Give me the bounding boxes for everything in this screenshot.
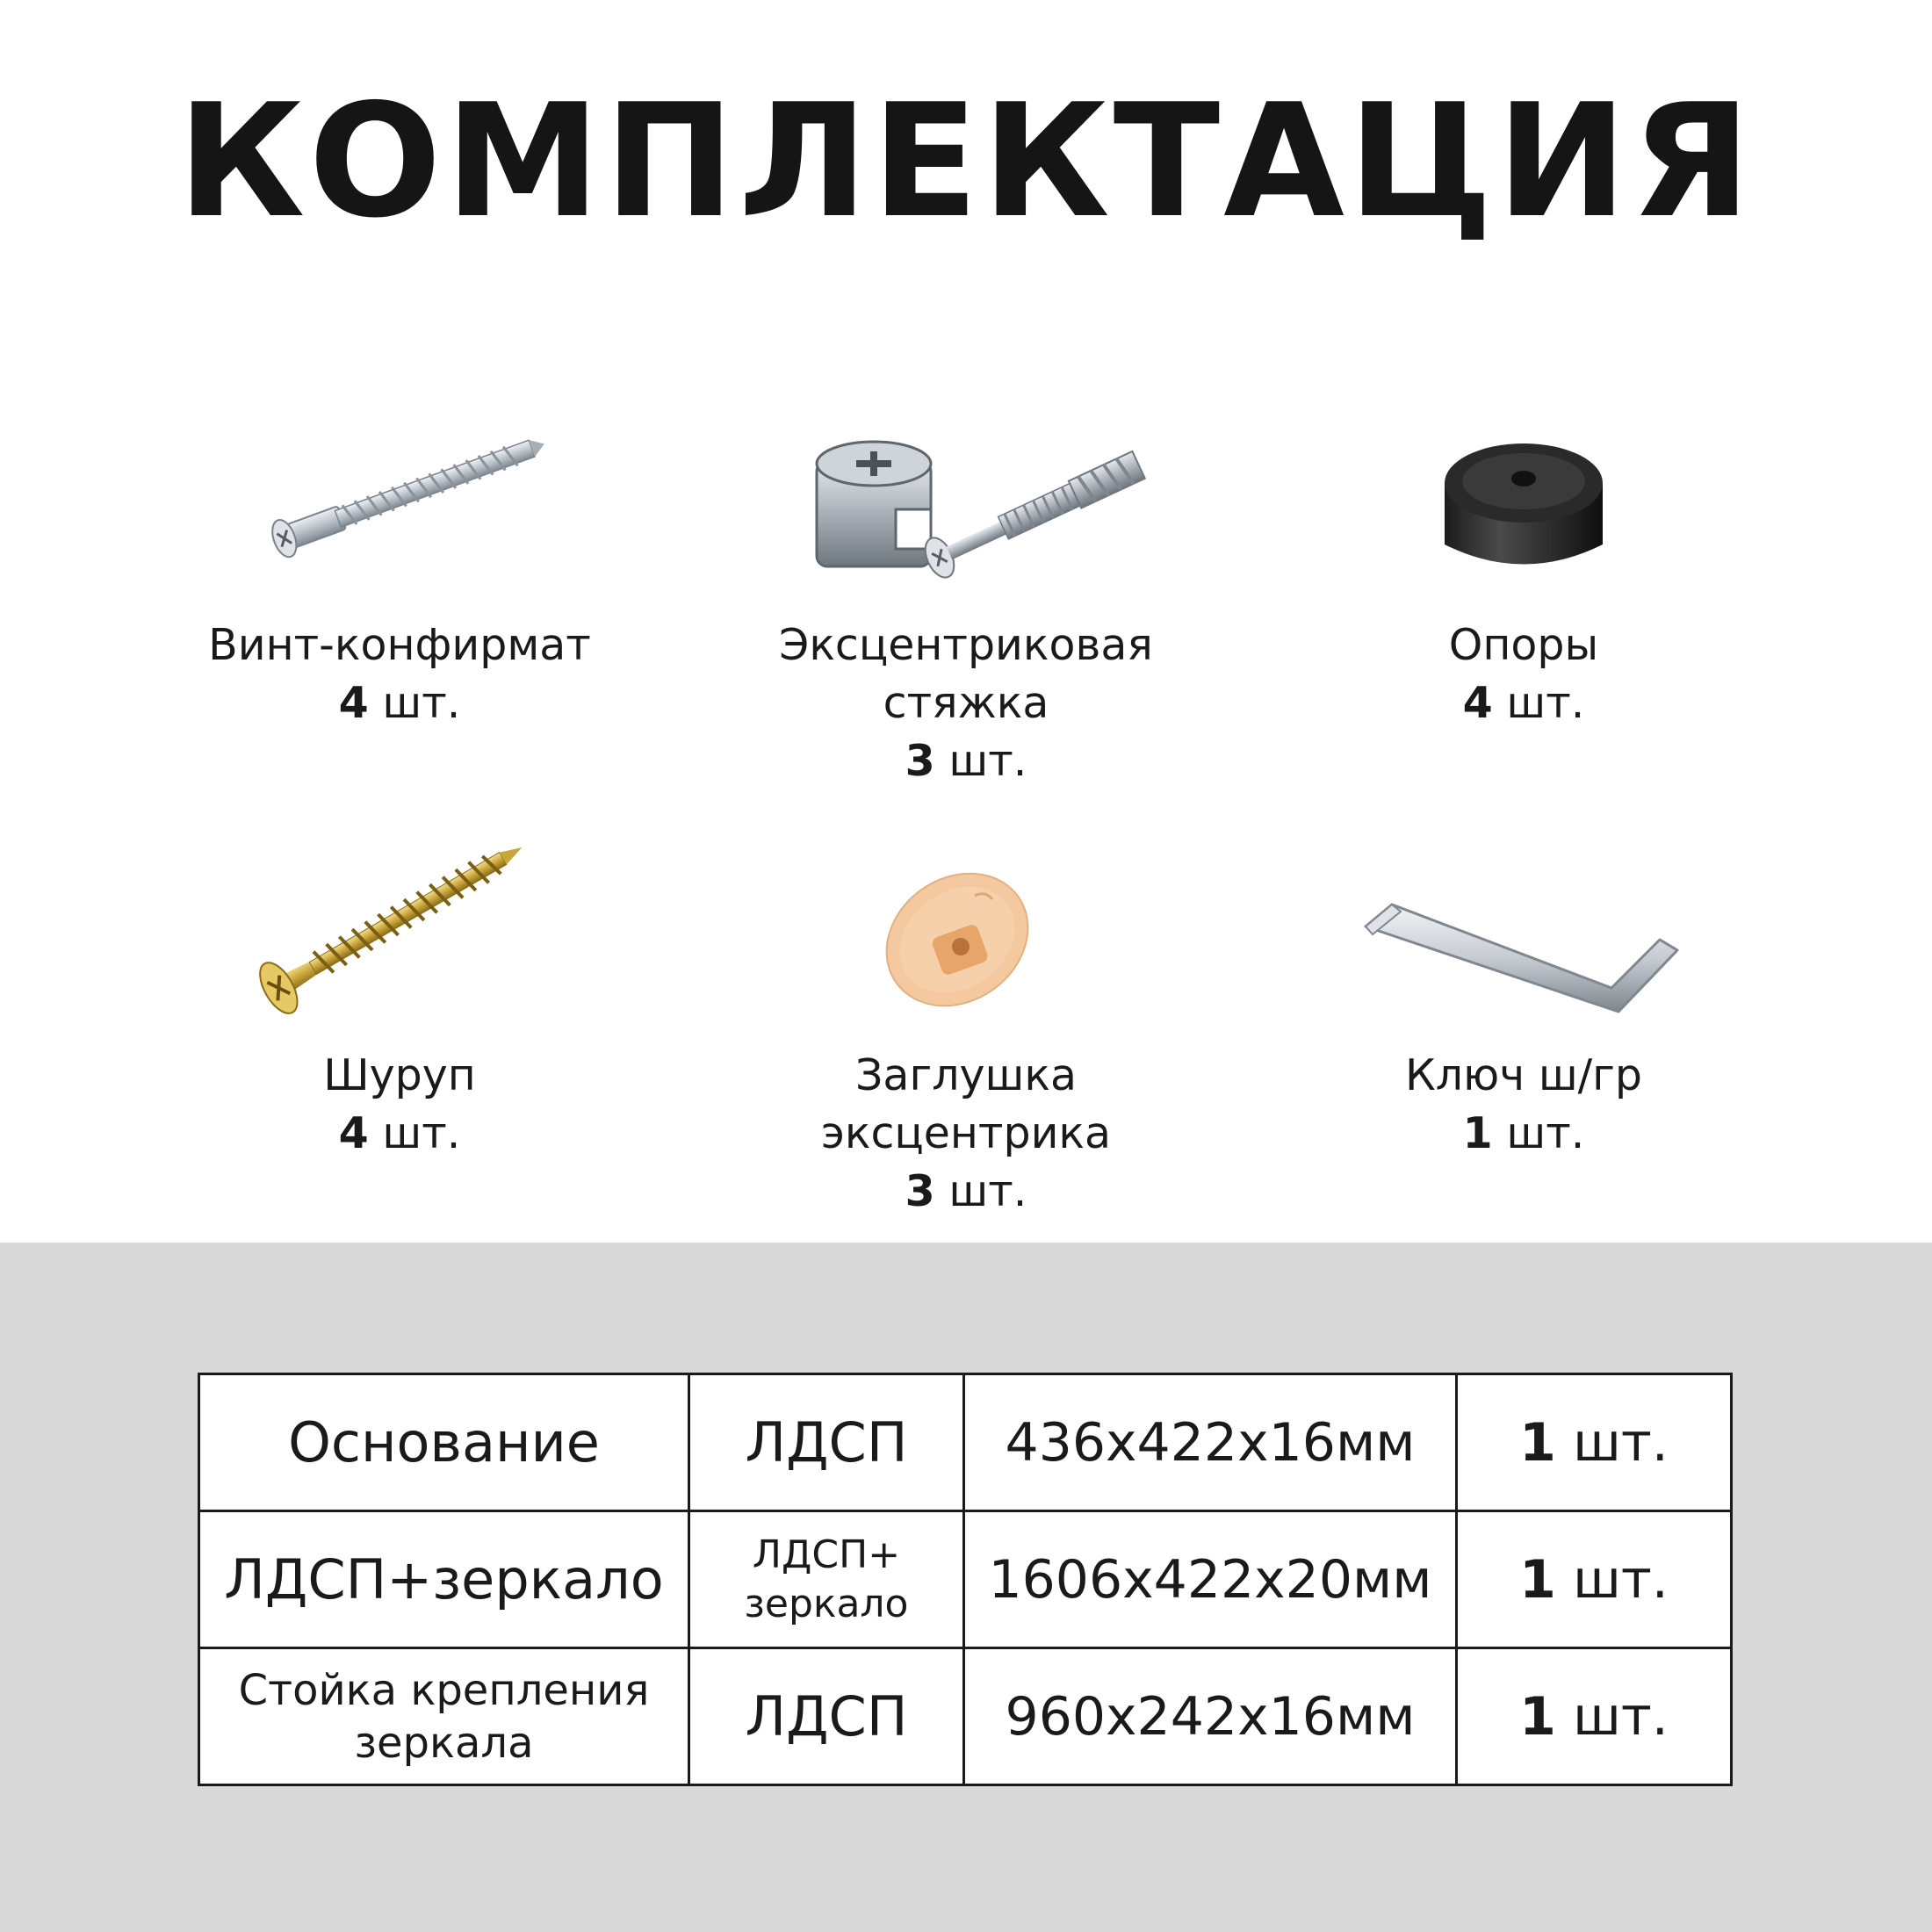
parts-table: [198, 1373, 1733, 1786]
item-label-line1: Эксцентриковая: [779, 620, 1153, 670]
count-cell: 1 шт.: [1457, 1374, 1732, 1511]
item-wood-screw: [127, 843, 672, 1163]
confirmat-screw-icon: [127, 413, 672, 615]
part-name-cell: ЛДСП+зеркало: [199, 1511, 689, 1648]
item-label-line1: Заглушка: [855, 1050, 1077, 1100]
item-quantity: 4 шт.: [338, 1108, 461, 1158]
hex-key-icon: [1251, 843, 1796, 1045]
eccentric-coupler-icon: [694, 413, 1238, 615]
material-cell: ЛДСП: [689, 1648, 964, 1785]
table-row: [199, 1511, 1732, 1648]
item-label: Винт-конфирмат: [208, 620, 591, 670]
item-quantity: 3 шт.: [905, 736, 1027, 786]
item-label: Опоры: [1448, 620, 1599, 670]
size-cell: 960х242х16мм: [964, 1648, 1457, 1785]
item-eccentric-cap: [694, 843, 1238, 1221]
table-row: [199, 1374, 1732, 1511]
material-cell: ЛДСП+ зеркало: [689, 1511, 964, 1648]
part-name-cell: Стойка крепления зеркала: [199, 1648, 689, 1785]
eccentric-cap-icon: [694, 843, 1238, 1045]
size-cell: 436х422х16мм: [964, 1374, 1457, 1511]
hardware-items-grid: [0, 413, 1932, 1229]
item-label: Шуруп: [323, 1050, 476, 1100]
item-quantity: 3 шт.: [905, 1166, 1027, 1216]
size-cell: 1606х422х20мм: [964, 1511, 1457, 1648]
item-eccentric-coupler: [694, 413, 1238, 790]
item-label: Ключ ш/гр: [1404, 1050, 1643, 1100]
count-cell: 1 шт.: [1457, 1511, 1732, 1648]
wood-screw-icon: [127, 843, 672, 1045]
item-hex-key: [1251, 843, 1796, 1163]
page-title: КОМПЛЕКТАЦИЯ: [177, 70, 1755, 252]
table-row: [199, 1648, 1732, 1785]
item-quantity: 4 шт.: [1462, 678, 1585, 728]
item-quantity: 4 шт.: [338, 678, 461, 728]
item-label-line2: эксцентрика: [820, 1108, 1112, 1158]
item-furniture-foot: [1251, 413, 1796, 732]
count-cell: 1 шт.: [1457, 1648, 1732, 1785]
item-label-line2: стяжка: [883, 678, 1049, 728]
part-name-cell: Основание: [199, 1374, 689, 1511]
item-confirmat-screw: [127, 413, 672, 732]
furniture-foot-icon: [1251, 413, 1796, 615]
material-cell: ЛДСП: [689, 1374, 964, 1511]
item-quantity: 1 шт.: [1462, 1108, 1585, 1158]
